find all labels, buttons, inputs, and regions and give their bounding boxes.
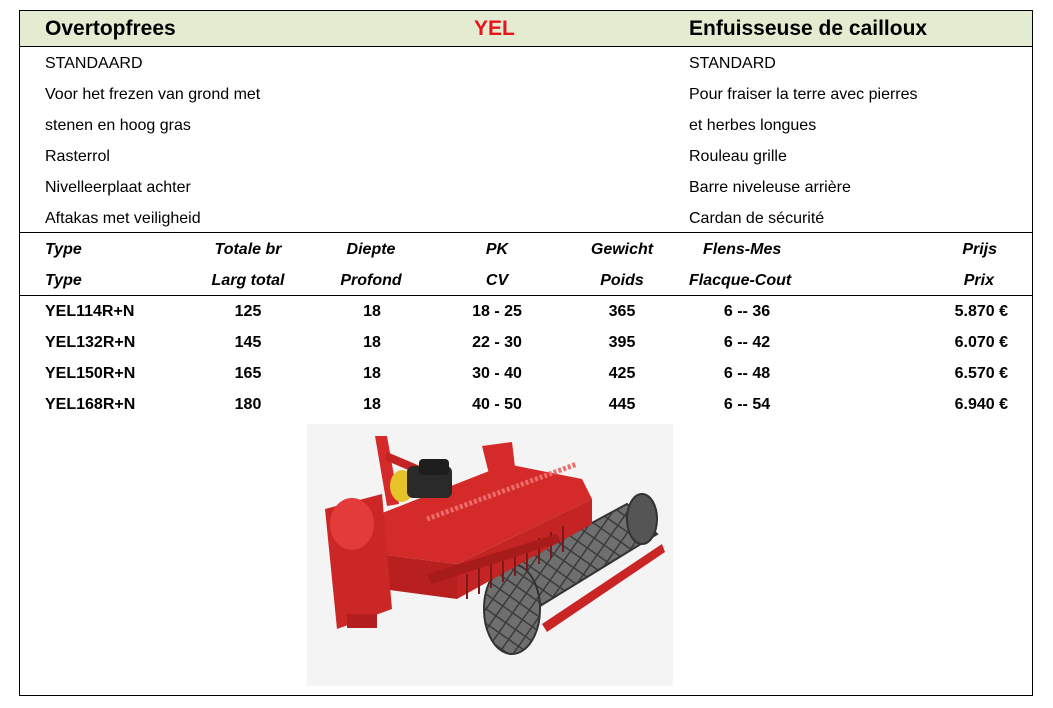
cell-flange: 6 -- 36	[723, 303, 771, 320]
col-header-weight-fr: Poids	[600, 272, 644, 289]
cell-hp: 30 - 40	[472, 365, 522, 382]
cell-weight: 395	[608, 334, 636, 351]
cell-depth: 18	[363, 303, 381, 320]
cell-depth: 18	[363, 396, 381, 413]
cell-type: YEL132R+N	[45, 334, 136, 351]
price-sheet	[19, 10, 1033, 696]
desc-fr-line: Barre niveleuse arrière	[689, 179, 851, 196]
desc-fr-line: Rouleau grille	[689, 148, 787, 165]
cell-weight: 365	[608, 303, 636, 320]
cell-type: YEL114R+N	[45, 303, 135, 320]
cell-width: 145	[234, 334, 262, 351]
cell-hp: 18 - 25	[472, 303, 522, 320]
col-header-width-fr: Larg total	[211, 272, 285, 289]
col-header-weight: Gewicht	[590, 241, 654, 258]
cell-hp: 22 - 30	[472, 334, 522, 351]
divider	[20, 295, 1032, 296]
cell-width: 180	[234, 396, 262, 413]
cell-flange: 6 -- 54	[723, 396, 771, 413]
cell-flange: 6 -- 42	[723, 334, 771, 351]
desc-fr-line: et herbes longues	[689, 117, 817, 134]
cell-flange: 6 -- 48	[723, 365, 771, 382]
col-header-type: Type	[45, 241, 82, 258]
col-header-flange: Flens-Mes	[703, 241, 782, 258]
cell-price: 6.940 €	[954, 396, 1008, 413]
col-header-price: Prijs	[962, 241, 997, 258]
cell-hp: 40 - 50	[472, 396, 522, 413]
cell-width: 125	[234, 303, 262, 320]
cell-type: YEL150R+N	[45, 365, 136, 382]
cell-weight: 445	[608, 396, 636, 413]
col-header-width: Totale br	[214, 241, 282, 258]
title-french: Enfuisseuse de cailloux	[689, 17, 928, 40]
divider	[20, 232, 1032, 233]
col-header-hp-fr: CV	[485, 272, 509, 289]
desc-nl-line: Rasterrol	[45, 148, 110, 165]
cell-price: 6.070 €	[954, 334, 1008, 351]
desc-nl-line: Voor het frezen van grond met	[45, 86, 261, 103]
cell-price: 5.870 €	[954, 303, 1008, 320]
desc-nl-line: stenen en hoog gras	[45, 117, 191, 134]
col-header-flange-fr: Flacque-Cout	[689, 272, 792, 289]
cell-depth: 18	[363, 365, 381, 382]
cell-depth: 18	[363, 334, 381, 351]
title-dutch: Overtopfrees	[45, 17, 176, 40]
desc-fr-line: STANDARD	[689, 55, 776, 72]
side-plate	[325, 494, 392, 629]
col-header-type-fr: Type	[45, 272, 82, 289]
col-header-price-fr: Prix	[963, 272, 994, 289]
desc-fr-line: Cardan de sécurité	[689, 210, 825, 227]
title-model: YEL	[474, 17, 515, 40]
title-bar	[20, 11, 1032, 47]
desc-nl-line: Aftakas met veiligheid	[45, 210, 201, 227]
cell-weight: 425	[608, 365, 636, 382]
col-header-depth: Diepte	[346, 241, 396, 258]
col-header-depth-fr: Profond	[340, 272, 402, 289]
cell-width: 165	[234, 365, 262, 382]
desc-nl-line: STANDAARD	[45, 55, 143, 72]
cell-type: YEL168R+N	[45, 396, 136, 413]
col-header-hp: PK	[485, 241, 509, 258]
desc-nl-line: Nivelleerplaat achter	[45, 179, 191, 196]
desc-fr-line: Pour fraiser la terre avec pierres	[689, 86, 918, 103]
product-image	[307, 424, 673, 686]
cell-price: 6.570 €	[954, 365, 1008, 382]
